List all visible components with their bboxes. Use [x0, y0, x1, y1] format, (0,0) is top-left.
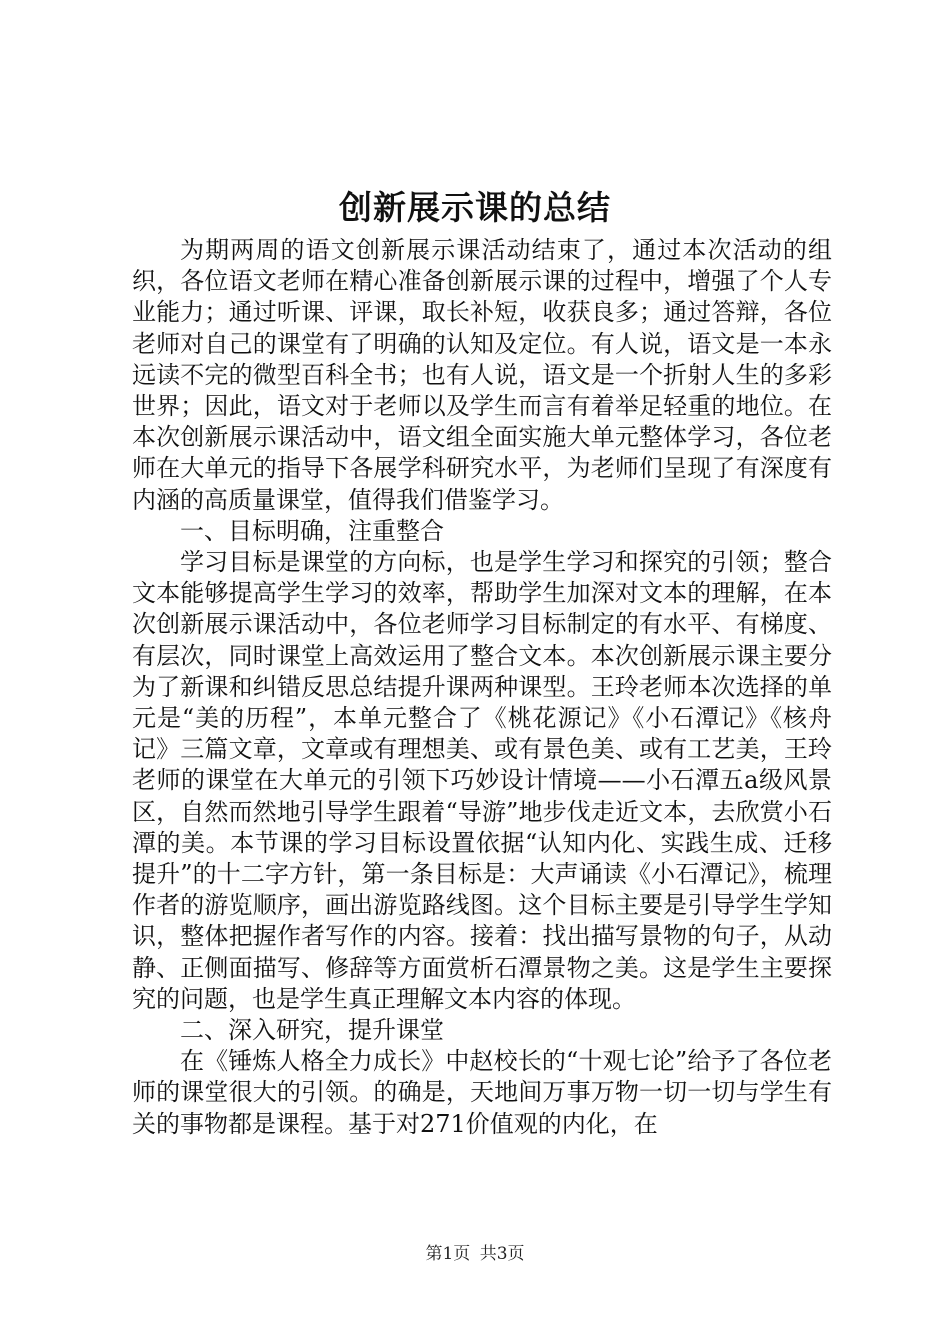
- page-footer: [0, 1242, 950, 1266]
- document-title: 创新展示课的总结: [339, 188, 611, 227]
- section-1-paragraph: 学习目标是课堂的方向标，也是学生学习和探究的引领；整合文本能够提高学生学习的效率，帮助学生加深对文本的理解，在本次创新展示课活动中，各位老师学习目标制定的有水平、有梯度、有层次，同时课堂上高效运用了整合文本。本次创新展示课主要分为了新课和纠错反思总结提升课两种课型。王玲老师本次选择的单元是“美的历程”，本单元整合了《桃花源记》《小石潭记》《核舟记》三篇文章，文章或有理想美、或有景色美、或有工艺美，王玲老师的课堂在大单元的引领下巧妙设计情境——小石潭五a级风景区，自然而然地引导学生跟着“导游”地步伐走近文本，去欣赏小石潭的美。本节课的学习目标设置依据“认知内化、实践生成、迁移提升”的十二字方针，第一条目标是：大声诵读《小石潭记》，梳理作者的游览顺序，画出游览路线图。这个目标主要是引导学生学知识，整体把握作者写作的内容。接着：找出描写景物的句子，从动静、正侧面描写、修辞等方面赏析石潭景物之美。这是学生主要探究的问题，也是学生真正理解文本内容的体现。: [132, 548, 832, 1013]
- page-total: 共3页: [479, 1244, 525, 1264]
- intro-paragraph: 为期两周的语文创新展示课活动结束了，通过本次活动的组织，各位语文老师在精心准备创新展示课的过程中，增强了个人专业能力；通过听课、评课，取长补短，收获良多；通过答辩，各位老师对自己的课堂有了明确的认知及定位。有人说，语文是一本永远读不完的微型百科全书；也有人说，语文是一个折射人生的多彩世界；因此，语文对于老师以及学生而言有着举足轻重的地位。在本次创新展示课活动中，语文组全面实施大单元整体学习，各位老师在大单元的指导下各展学科研究水平，为老师们呈现了有深度有内涵的高质量课堂，值得我们借鉴学习。: [132, 236, 832, 514]
- section-heading-2: 二、深入研究，提升课堂: [180, 1016, 444, 1045]
- section-2-paragraph: 在《锤炼人格全力成长》中赵校长的“十观七论”给予了各位老师的课堂很大的引领。的确是，天地间万事万物一切一切与学生有关的事物都是课程。基于对271价值观的内化，在: [132, 1047, 832, 1138]
- section-heading-1: 一、目标明确，注重整合: [180, 516, 444, 545]
- document-body: [132, 235, 832, 1140]
- page-number: 第1页: [425, 1244, 471, 1264]
